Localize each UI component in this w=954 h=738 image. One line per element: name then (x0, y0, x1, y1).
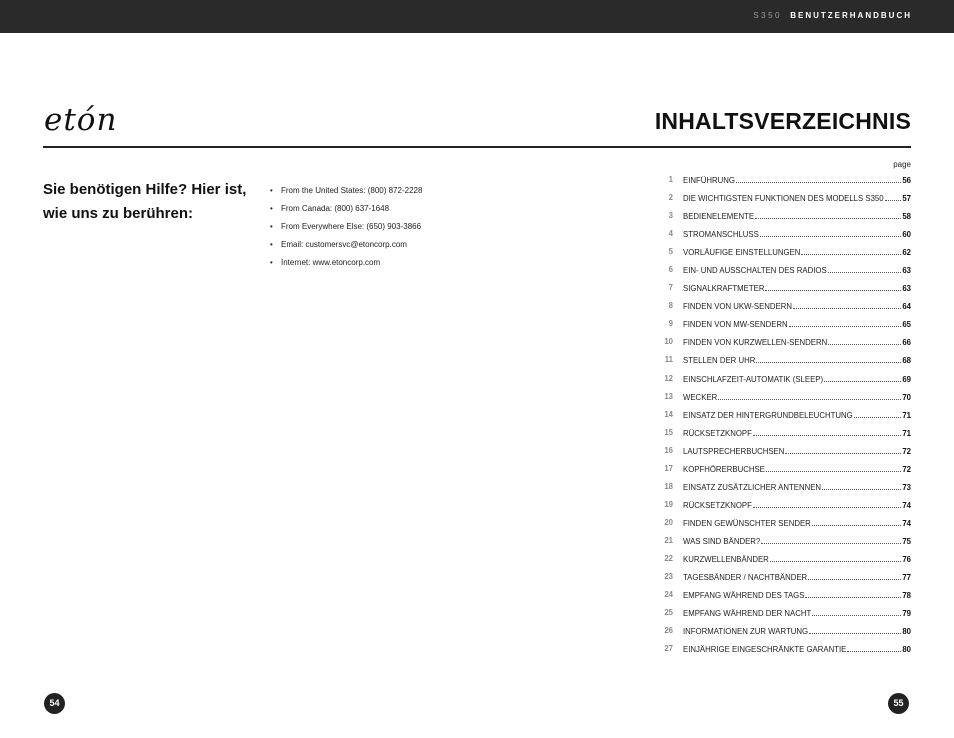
toc-number: 26 (664, 626, 673, 636)
toc-number: 23 (664, 572, 673, 582)
toc-entry (683, 554, 911, 564)
toc-page-number: 63 (902, 266, 911, 276)
toc-number: 1 (668, 175, 673, 184)
toc-entry (683, 482, 911, 492)
toc-page-number: 80 (902, 645, 911, 655)
manual-title: BENUTZERHANDBUCH (790, 11, 912, 20)
toc-entry (683, 211, 911, 221)
toc-row[interactable] (656, 496, 911, 514)
toc-page-number: 64 (902, 302, 911, 312)
toc-number: 24 (664, 590, 673, 600)
toc-number: 19 (664, 499, 673, 509)
toc-label: EMPFANG WÄHREND DES TAGS (683, 591, 805, 601)
toc-number: 13 (664, 391, 673, 401)
page-number-left: 54 (44, 693, 65, 714)
toc-entry (683, 464, 911, 474)
toc-row[interactable] (656, 261, 911, 279)
toc-leader-dots (801, 247, 901, 255)
toc-row[interactable] (656, 243, 911, 261)
toc-label: SIGNALKRAFTMETER (683, 284, 765, 294)
toc-number: 11 (664, 355, 673, 365)
toc-label: EIN- UND AUSSCHALTEN DES RADIOS (683, 266, 827, 276)
toc-row[interactable] (656, 478, 911, 496)
toc-number: 10 (664, 337, 673, 347)
toc-entry (683, 626, 911, 636)
toc-row[interactable] (656, 550, 911, 568)
toc-label: EINFÜHRUNG (683, 176, 735, 185)
toc-entry (683, 229, 911, 239)
toc-number: 7 (668, 283, 673, 293)
eton-logo: etón (44, 102, 118, 138)
toc-entry (683, 247, 911, 257)
toc-entry (683, 301, 911, 311)
toc-entry (683, 175, 911, 185)
toc-label: EINSATZ DER HINTERGRUNDBELEUCHTUNG (683, 410, 853, 420)
toc-row[interactable] (656, 424, 911, 442)
toc-entry (683, 283, 911, 293)
toc-page-number: 76 (902, 554, 911, 564)
toc-leader-dots (753, 500, 901, 508)
toc-entry (683, 355, 911, 365)
toc-number: 22 (664, 553, 673, 563)
toc-row[interactable] (656, 370, 911, 388)
toc-entry (683, 337, 911, 347)
toc-label: FINDEN GEWÜNSCHTER SENDER (683, 518, 811, 528)
toc-entry (683, 590, 911, 600)
contact-text: Internet: www.etoncorp.com (281, 258, 381, 267)
toc-label: FINDEN VON KURZWELLEN-SENDERN (683, 338, 828, 348)
contact-list (270, 182, 422, 272)
bullet-icon: • (270, 222, 273, 231)
toc-leader-dots (755, 211, 901, 219)
toc-row[interactable] (656, 279, 911, 297)
toc-number: 5 (668, 247, 673, 257)
table-of-contents (656, 171, 911, 658)
toc-entry (683, 500, 911, 510)
toc-leader-dots (770, 554, 902, 562)
toc-entry (683, 572, 911, 582)
toc-number: 21 (664, 535, 673, 545)
toc-label: LAUTSPRECHERBUCHSEN (683, 446, 785, 456)
toc-leader-dots (789, 319, 902, 327)
toc-page-number: 69 (902, 374, 911, 384)
toc-label: DIE WICHTIGSTEN FUNKTIONEN DES MODELLS S350 (683, 194, 884, 204)
toc-page-number: 73 (902, 482, 911, 492)
toc-page-number: 72 (902, 464, 911, 474)
toc-label: KURZWELLENBÄNDER (683, 554, 769, 564)
contact-text: From Everywhere Else: (650) 903-3866 (281, 222, 422, 231)
toc-leader-dots (736, 175, 901, 183)
toc-label: EINSATZ ZUSÄTZLICHER ANTENNEN (683, 482, 822, 492)
toc-page-number: 68 (902, 356, 911, 366)
toc-page-number: 78 (902, 591, 911, 601)
help-heading: Sie benötigen Hilfe? Hier ist, wie uns zu berühren: (43, 181, 247, 222)
toc-page-number: 63 (902, 284, 911, 294)
toc-page-number: 72 (902, 446, 911, 456)
toc-page-label: page (893, 160, 911, 169)
toc-entry (683, 410, 911, 420)
toc-number: 14 (664, 409, 673, 419)
model-name: S350 (753, 11, 782, 20)
page-number-right: 55 (888, 693, 909, 714)
toc-number: 18 (664, 481, 673, 491)
toc-leader-dots (847, 644, 901, 652)
toc-page-number: 75 (902, 536, 911, 546)
toc-leader-dots (885, 193, 902, 201)
toc-page-number: 65 (902, 320, 911, 330)
toc-entry (683, 518, 911, 528)
toc-page-number: 56 (902, 176, 911, 185)
toc-leader-dots (753, 428, 901, 436)
toc-number: 20 (664, 517, 673, 527)
toc-page-number: 74 (902, 500, 911, 510)
toc-leader-dots (756, 355, 901, 363)
toc-label: EINJÄHRIGE EINGESCHRÄNKTE GARANTIE (683, 645, 847, 655)
toc-label: BEDIENELEMENTE (683, 212, 755, 222)
toc-label: WAS SIND BÄNDER? (683, 536, 761, 546)
bullet-icon: • (270, 258, 273, 267)
toc-leader-dots (785, 446, 901, 454)
toc-label: EINSCHLAFZEIT-AUTOMATIK (SLEEP) (683, 374, 824, 384)
toc-row[interactable] (656, 225, 911, 243)
toc-leader-dots (761, 536, 901, 544)
toc-page-number: 60 (902, 230, 911, 240)
toc-page-number: 71 (902, 428, 911, 438)
toc-leader-dots (718, 392, 901, 400)
toc-entry (683, 644, 911, 654)
toc-label: KOPFHÖRERBUCHSE (683, 464, 765, 474)
toc-entry (683, 319, 911, 329)
toc-entry (683, 392, 911, 402)
toc-leader-dots (854, 410, 902, 418)
toc-number: 27 (664, 644, 673, 654)
toc-label: EMPFANG WÄHREND DER NACHT (683, 609, 812, 619)
page-title: INHALTSVERZEICHNIS (654, 108, 911, 134)
toc-number: 25 (664, 608, 673, 618)
toc-leader-dots (793, 301, 901, 309)
toc-page-number: 70 (902, 392, 911, 402)
top-header-bar (0, 0, 954, 33)
toc-label: RÜCKSETZKNOPF (683, 500, 752, 510)
toc-row[interactable] (656, 333, 911, 351)
bullet-icon: • (270, 240, 273, 249)
toc-row[interactable] (656, 207, 911, 225)
toc-number: 4 (668, 229, 673, 239)
contact-item (270, 236, 422, 254)
toc-number: 2 (668, 193, 673, 203)
toc-number: 6 (668, 265, 673, 275)
toc-label: FINDEN VON UKW-SENDERN (683, 302, 793, 312)
toc-number: 8 (668, 301, 673, 311)
contact-text: From the United States: (800) 872-2228 (281, 186, 423, 195)
toc-leader-dots (828, 265, 902, 273)
toc-leader-dots (766, 464, 901, 472)
contact-item (270, 200, 422, 218)
toc-entry (683, 428, 911, 438)
toc-entry (683, 608, 911, 618)
toc-leader-dots (812, 518, 902, 526)
contact-item (270, 182, 422, 200)
toc-leader-dots (765, 283, 901, 291)
running-header (753, 11, 912, 20)
toc-entry (683, 446, 911, 456)
toc-leader-dots (805, 590, 901, 598)
toc-page-number: 79 (902, 609, 911, 619)
toc-row[interactable] (656, 568, 911, 586)
toc-leader-dots (760, 229, 901, 237)
toc-number: 15 (664, 427, 673, 437)
toc-row[interactable] (656, 532, 911, 550)
toc-row[interactable] (656, 351, 911, 369)
contact-item (270, 218, 422, 236)
toc-number: 16 (664, 445, 673, 455)
toc-leader-dots (809, 626, 901, 634)
toc-row[interactable] (656, 315, 911, 333)
toc-entry (683, 193, 911, 203)
toc-page-number: 77 (902, 573, 911, 583)
contact-text: From Canada: (800) 637-1648 (281, 204, 390, 213)
bullet-icon: • (270, 186, 273, 195)
toc-leader-dots (812, 608, 901, 616)
toc-page-number: 66 (902, 338, 911, 348)
toc-row[interactable] (656, 189, 911, 207)
toc-row[interactable] (656, 406, 911, 424)
toc-label: WECKER (683, 392, 718, 402)
toc-row[interactable] (656, 604, 911, 622)
header-rule (43, 146, 911, 148)
contact-item (270, 254, 422, 272)
toc-label: VORLÄUFIGE EINSTELLUNGEN (683, 248, 801, 258)
toc-row[interactable] (656, 640, 911, 658)
toc-number: 3 (668, 211, 673, 221)
toc-page-number: 58 (902, 212, 911, 222)
toc-number: 12 (664, 373, 673, 383)
toc-page-number: 74 (902, 518, 911, 528)
toc-number: 17 (664, 463, 673, 473)
toc-entry (683, 265, 911, 275)
toc-row[interactable] (656, 442, 911, 460)
toc-label: TAGESBÄNDER / NACHTBÄNDER (683, 573, 808, 583)
toc-row[interactable] (656, 460, 911, 478)
toc-label: STROMANSCHLUSS (683, 230, 759, 240)
contact-text: Email: customersvc@etoncorp.com (281, 240, 407, 249)
toc-leader-dots (828, 337, 901, 345)
toc-row[interactable] (656, 622, 911, 640)
toc-label: STELLEN DER UHR (683, 356, 756, 366)
toc-page-number: 62 (902, 248, 911, 258)
bullet-icon: • (270, 204, 273, 213)
toc-label: INFORMATIONEN ZUR WARTUNG (683, 627, 809, 637)
toc-row[interactable] (656, 388, 911, 406)
toc-label: FINDEN VON MW-SENDERN (683, 320, 788, 330)
toc-page-number: 71 (902, 410, 911, 420)
toc-leader-dots (822, 482, 901, 490)
toc-number: 9 (668, 319, 673, 329)
toc-leader-dots (824, 374, 901, 382)
toc-entry (683, 536, 911, 546)
toc-leader-dots (808, 572, 901, 580)
toc-row[interactable] (656, 586, 911, 604)
toc-row[interactable] (656, 171, 911, 189)
toc-page-number: 80 (902, 627, 911, 637)
toc-entry (683, 374, 911, 384)
toc-page-number: 57 (902, 194, 911, 204)
toc-label: RÜCKSETZKNOPF (683, 428, 752, 438)
toc-row[interactable] (656, 297, 911, 315)
toc-row[interactable] (656, 514, 911, 532)
